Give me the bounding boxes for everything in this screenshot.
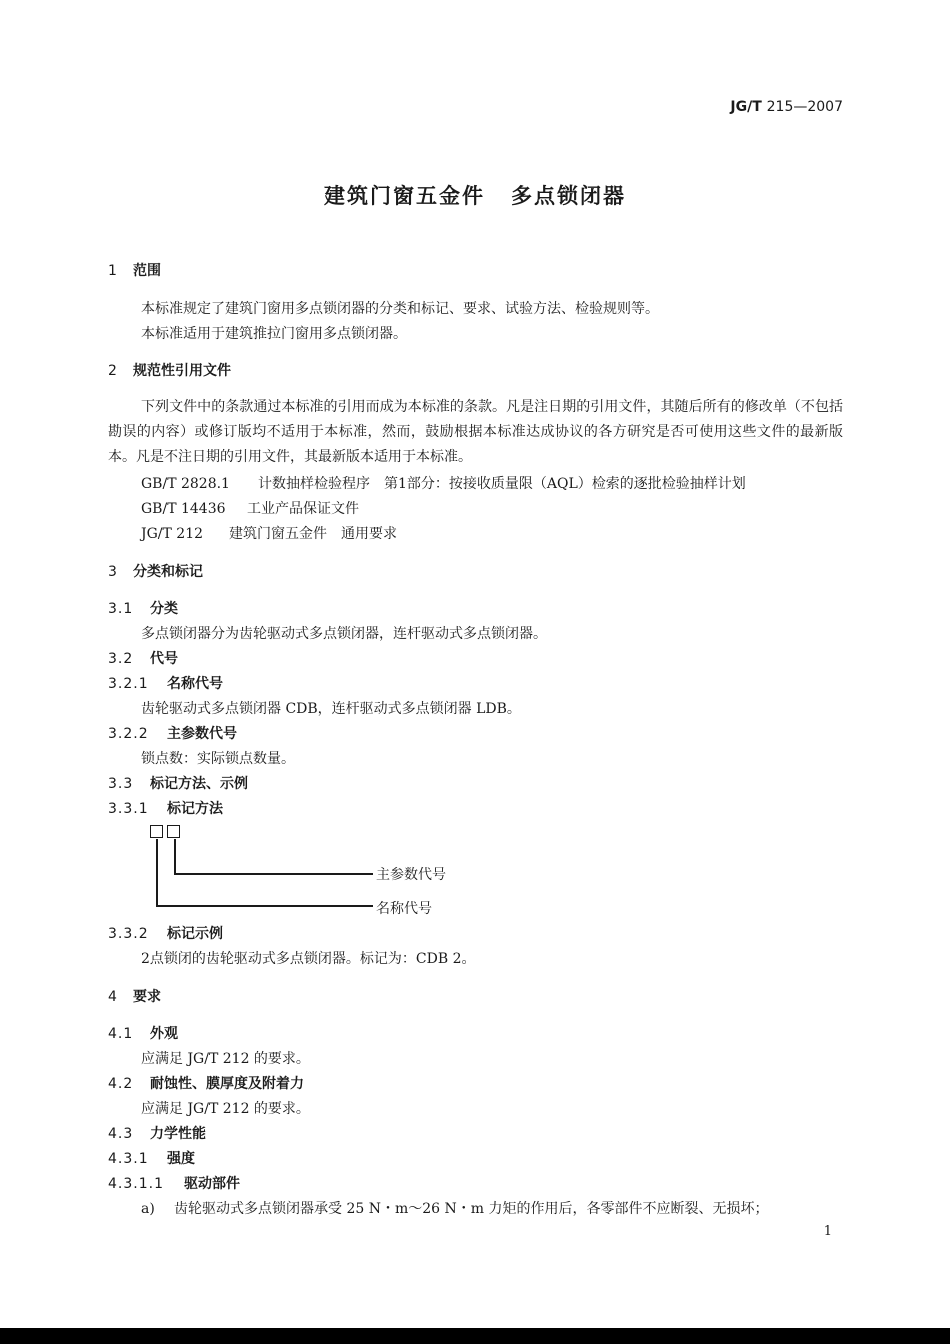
section-title: 分类和标记 xyxy=(133,564,203,580)
section-title: 规范性引用文件 xyxy=(133,363,231,379)
reference-item xyxy=(141,498,359,518)
main-parameter-box xyxy=(167,825,180,838)
subsection-title: 分类 xyxy=(150,601,178,617)
subsection-4-1-heading xyxy=(108,1023,178,1043)
subsection-title: 主参数代号 xyxy=(167,726,237,742)
subsection-number: 3.2.2 xyxy=(108,726,149,742)
subsection-number: 4.3 xyxy=(108,1126,134,1142)
main-parameter-label: 主参数代号 xyxy=(376,867,446,883)
list-item-text: 齿轮驱动式多点锁闭器承受 25 N・m～26 N・m 力矩的作用后，各零部件不应断裂、无损坏； xyxy=(174,1201,769,1217)
subsection-number: 4.2 xyxy=(108,1076,134,1092)
page-bottom-bar xyxy=(0,1328,950,1344)
section-1-paragraph-2: 本标准适用于建筑推拉门窗用多点锁闭器。 xyxy=(141,326,407,342)
reference-item xyxy=(141,523,397,543)
subsection-3-3-2-text: 2点锁闭的齿轮驱动式多点锁闭器。标记为：CDB 2。 xyxy=(141,951,476,967)
list-item-label: a) xyxy=(141,1201,155,1217)
connector-line xyxy=(156,839,158,906)
reference-name: 计数抽样检验程序 第1部分：按接收质量限（AQL）检索的逐批检验抽样计划 xyxy=(258,476,746,492)
subsection-number: 4.3.1 xyxy=(108,1151,149,1167)
subsection-title: 标记方法 xyxy=(167,801,223,817)
connector-line xyxy=(156,905,373,907)
subsection-title: 外观 xyxy=(150,1026,178,1042)
subsection-3-2-2-heading xyxy=(108,723,237,743)
section-number: 4 xyxy=(108,989,117,1005)
subsection-number: 4.3.1.1 xyxy=(108,1176,164,1192)
subsection-title: 标记方法、示例 xyxy=(150,776,248,792)
name-code-label: 名称代号 xyxy=(376,901,432,917)
subsection-number: 4.1 xyxy=(108,1026,134,1042)
subsection-title: 标记示例 xyxy=(167,926,223,942)
subsection-3-3-1-heading xyxy=(108,798,223,818)
subsection-3-2-1-text: 齿轮驱动式多点锁闭器 CDB，连杆驱动式多点锁闭器 LDB。 xyxy=(141,701,521,717)
reference-code: GB/T 14436 xyxy=(141,501,226,517)
subsection-3-2-heading xyxy=(108,648,178,668)
subsection-3-1-heading xyxy=(108,598,178,618)
reference-item xyxy=(141,473,746,493)
standard-prefix: JG/T xyxy=(730,99,762,115)
title-part2: 多点锁闭器 xyxy=(511,184,626,208)
name-code-box xyxy=(150,825,163,838)
subsection-3-2-2-text: 锁点数：实际锁点数量。 xyxy=(141,751,295,767)
subsection-title: 强度 xyxy=(167,1151,195,1167)
section-1-paragraph-1: 本标准规定了建筑门窗用多点锁闭器的分类和标记、要求、试验方法、检验规则等。 xyxy=(141,301,659,317)
section-title: 要求 xyxy=(133,989,161,1005)
section-number: 1 xyxy=(108,263,117,279)
standard-number: 215—2007 xyxy=(766,99,843,115)
section-1-heading xyxy=(108,260,161,280)
subsection-title: 名称代号 xyxy=(167,676,223,692)
subsection-title: 代号 xyxy=(150,651,178,667)
subsection-title: 驱动部件 xyxy=(184,1176,240,1192)
subsection-number: 3.1 xyxy=(108,601,134,617)
subsection-4-3-heading xyxy=(108,1123,206,1143)
subsection-4-2-heading xyxy=(108,1073,304,1093)
connector-line xyxy=(174,839,176,874)
subsection-4-1-text: 应满足 JG/T 212 的要求。 xyxy=(141,1051,310,1067)
subsection-title: 耐蚀性、膜厚度及附着力 xyxy=(150,1076,304,1092)
standard-code xyxy=(730,99,843,115)
subsection-number: 3.3.1 xyxy=(108,801,149,817)
section-number: 2 xyxy=(108,363,117,379)
reference-code: GB/T 2828.1 xyxy=(141,476,230,492)
subsection-3-3-heading xyxy=(108,773,248,793)
subsection-3-3-2-heading xyxy=(108,923,223,943)
page-number: 1 xyxy=(823,1224,832,1239)
connector-line xyxy=(174,873,373,875)
subsection-4-3-1-1-heading xyxy=(108,1173,240,1193)
subsection-3-2-1-heading xyxy=(108,673,223,693)
subsection-3-1-text: 多点锁闭器分为齿轮驱动式多点锁闭器，连杆驱动式多点锁闭器。 xyxy=(141,626,547,642)
page-title xyxy=(0,180,950,210)
subsection-number: 3.3.2 xyxy=(108,926,149,942)
section-number: 3 xyxy=(108,564,117,580)
subsection-number: 3.3 xyxy=(108,776,134,792)
title-part1: 建筑门窗五金件 xyxy=(324,184,485,208)
list-item-a xyxy=(141,1198,768,1218)
subsection-4-3-1-heading xyxy=(108,1148,195,1168)
subsection-4-2-text: 应满足 JG/T 212 的要求。 xyxy=(141,1101,310,1117)
reference-name: 建筑门窗五金件 通用要求 xyxy=(229,526,397,542)
reference-code: JG/T 212 xyxy=(141,526,204,542)
section-title: 范围 xyxy=(133,263,161,279)
section-4-heading xyxy=(108,986,161,1006)
section-3-heading xyxy=(108,561,203,581)
subsection-number: 3.2.1 xyxy=(108,676,149,692)
section-2-paragraph: 下列文件中的条款通过本标准的引用而成为本标准的条款。凡是注日期的引用文件，其随后所有的修改单（不包括勘误的内容）或修订版均不适用于本标准，然而，鼓励根据本标准达成协议的各方研究是否可使用这些文件的最新版本。凡是不注日期的引用文件，其最新版本适用于本标准。 xyxy=(108,399,843,465)
section-2-heading xyxy=(108,360,231,380)
subsection-title: 力学性能 xyxy=(150,1126,206,1142)
reference-name: 工业产品保证文件 xyxy=(247,501,359,517)
subsection-number: 3.2 xyxy=(108,651,134,667)
